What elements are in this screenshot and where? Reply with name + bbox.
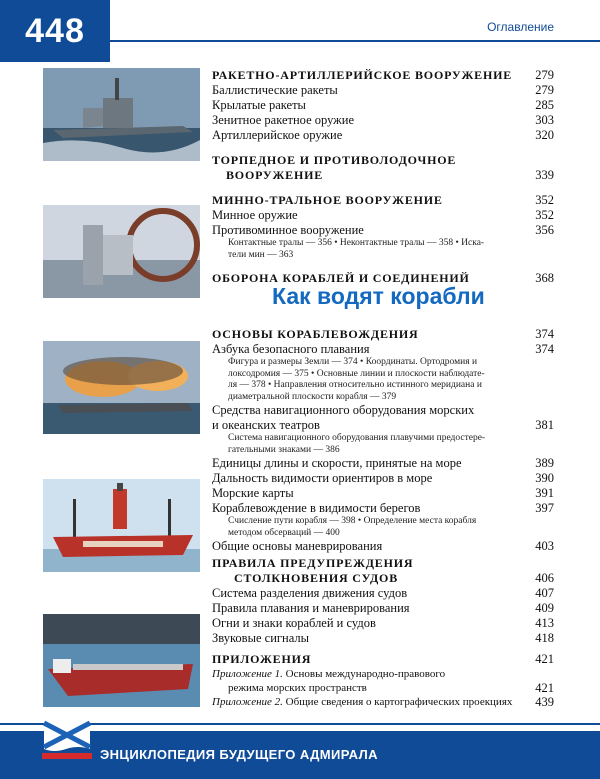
page-footer	[0, 709, 600, 779]
toc-entry-appendix-1[interactable]	[212, 667, 554, 695]
toc-page: 368	[535, 271, 554, 285]
toc-entry-sound-signals[interactable]	[212, 631, 554, 646]
toc-entry-label: Звуковые сигналы	[212, 631, 309, 645]
toc-entry-label: Кораблевождение в видимости берегов	[212, 501, 421, 515]
toc-sub-line: Контактные тралы — 356 • Неконтактные тралы — 358 • Иска-	[228, 238, 485, 248]
tanker-photo	[43, 614, 200, 707]
toc-page: 403	[535, 539, 554, 553]
appendix-text: Общие сведения о картографических проекциях	[285, 696, 513, 708]
toc-page: 407	[535, 586, 554, 600]
toc-entry-maneuvering[interactable]	[212, 539, 554, 554]
toc-subentries	[212, 433, 554, 456]
toc-entry-label: Зенитное ракетное оружие	[212, 113, 355, 127]
toc-appendix-block	[212, 652, 554, 709]
toc-page: 285	[535, 98, 554, 112]
toc-page: 421	[535, 652, 554, 666]
toc-entry-label: Общие основы маневрирования	[212, 539, 383, 553]
toc-collision-block	[212, 556, 554, 646]
toc-entry-cruise[interactable]	[212, 98, 554, 113]
toc-entry-title-line1: ТОРПЕДНОЕ И ПРОТИВОЛОДОЧНОЕ	[212, 153, 457, 167]
page-number: 448	[0, 0, 110, 62]
toc-page: 439	[535, 695, 554, 709]
toc-page: 279	[535, 83, 554, 97]
toc-entry-label: Система разделения движения судов	[212, 586, 408, 600]
appendix-text: Основы международно-правового	[285, 668, 446, 680]
toc-entry-title: ПРИЛОЖЕНИЯ	[212, 652, 312, 666]
toc-entry-appendix[interactable]	[212, 652, 554, 667]
toc-entry-lights-signs[interactable]	[212, 616, 554, 631]
header-rule	[110, 40, 600, 42]
toc-sub-line: Счисление пути корабля — 398 • Определение места корабля	[228, 516, 477, 526]
toc-entry-traffic-separation[interactable]	[212, 586, 554, 601]
toc-page: 352	[535, 193, 554, 207]
lightship-photo	[43, 479, 200, 572]
appendix-prefix: Приложение 2.	[212, 696, 283, 708]
toc-entry-label-line1: Средства навигационного оборудования морских	[212, 403, 475, 417]
toc-page: 320	[535, 128, 554, 142]
toc-page: 356	[535, 223, 554, 237]
toc-page: 391	[535, 486, 554, 500]
toc-entry-mine-sweep[interactable]	[212, 193, 554, 208]
toc-weapons-block	[212, 68, 554, 286]
toc-entry-charts[interactable]	[212, 486, 554, 501]
toc-entry-label: Минное оружие	[212, 208, 298, 222]
toc-entry-visibility[interactable]	[212, 471, 554, 486]
toc-subentries	[212, 238, 554, 261]
toc-sub-line: методом обсерваций — 400	[228, 527, 340, 538]
toc-sub-line: Система навигационного оборудования плавучими предостере-	[228, 433, 486, 443]
toc-page: 409	[535, 601, 554, 615]
page-header	[0, 0, 600, 62]
toc-entry-coastal[interactable]	[212, 501, 554, 516]
toc-entry-title: ОБОРОНА КОРАБЛЕЙ И СОЕДИНЕНИЙ	[212, 271, 470, 285]
part-title: Как водят корабли	[272, 283, 485, 309]
mine-sweep-photo	[43, 205, 200, 298]
toc-entry-torpedo[interactable]	[212, 153, 554, 183]
toc-page: 418	[535, 631, 554, 645]
toc-entry-label: Баллистические ракеты	[212, 83, 338, 97]
appendix-prefix: Приложение 1.	[212, 668, 283, 680]
toc-page: 374	[535, 342, 554, 356]
toc-entry-ballistic[interactable]	[212, 83, 554, 98]
section-tag: Оглавление	[487, 20, 554, 34]
appendix-text-line2: режима морских пространств	[228, 682, 367, 694]
toc-entry-missile-artillery[interactable]	[212, 68, 554, 83]
toc-entry-safe-sailing[interactable]	[212, 342, 554, 357]
toc-entry-label: Азбука безопасного плавания	[212, 342, 370, 356]
toc-entry-collision[interactable]	[212, 556, 554, 586]
toc-entry-label: Дальность видимости ориентиров в море	[212, 471, 433, 485]
warship-photo	[43, 68, 200, 161]
toc-entry-appendix-2[interactable]	[212, 695, 554, 709]
toc-entry-units[interactable]	[212, 456, 554, 471]
toc-entry-sailing-rules[interactable]	[212, 601, 554, 616]
toc-page: 374	[535, 327, 554, 341]
toc-entry-label: Правила плавания и маневрирования	[212, 601, 410, 615]
toc-page: 413	[535, 616, 554, 630]
toc-entry-label: Артиллерийское оружие	[212, 128, 343, 142]
toc-entry-title: МИННО-ТРАЛЬНОЕ ВООРУЖЕНИЕ	[212, 193, 443, 207]
toc-subentries	[212, 357, 554, 403]
toc-page: 421	[535, 681, 554, 695]
toc-sub-line: гательными знаками — 386	[228, 444, 340, 455]
toc-entry-mines[interactable]	[212, 208, 554, 223]
toc-page: 339	[535, 168, 554, 182]
toc-sub-line: локсодромия — 375 • Основные линии и плоскости наблюдате-	[228, 368, 485, 379]
toc-page: 279	[535, 68, 554, 82]
toc-entry-artillery[interactable]	[212, 128, 554, 143]
toc-page: 390	[535, 471, 554, 485]
toc-entry-title: РАКЕТНО-АРТИЛЛЕРИЙСКОЕ ВООРУЖЕНИЕ	[212, 68, 513, 82]
toc-entry-title-line1: ПРАВИЛА ПРЕДУПРЕЖДЕНИЯ	[212, 556, 414, 570]
toc-page: 389	[535, 456, 554, 470]
naval-flag-icon	[42, 715, 92, 759]
toc-entry-label: Огни и знаки кораблей и судов	[212, 616, 376, 630]
toc-page: 406	[535, 571, 554, 585]
toc-entry-label: Противоминное вооружение	[212, 223, 364, 237]
toc-sub-line: диаметральной плоскости корабля — 379	[228, 391, 397, 402]
toc-page: 381	[535, 418, 554, 432]
toc-entry-antiaircraft[interactable]	[212, 113, 554, 128]
toc-entry-label: Единицы длины и скорости, принятые на море	[212, 456, 462, 470]
footer-title: ЭНЦИКЛОПЕДИЯ БУДУЩЕГО АДМИРАЛА	[100, 747, 378, 762]
toc-entry-title: ОСНОВЫ КОРАБЛЕВОЖДЕНИЯ	[212, 327, 419, 341]
toc-entry-title-line2: ВООРУЖЕНИЕ	[226, 168, 324, 182]
toc-entry-navigation[interactable]	[212, 327, 554, 342]
toc-navigation-block	[212, 327, 554, 554]
toc-page: 303	[535, 113, 554, 127]
toc-subentries	[212, 516, 554, 539]
toc-sub-line: тели мин — 363	[228, 249, 294, 260]
toc-page: 352	[535, 208, 554, 222]
toc-page: 397	[535, 501, 554, 515]
toc-entry-countermine[interactable]	[212, 223, 554, 238]
toc-entry-title-line2: СТОЛКНОВЕНИЯ СУДОВ	[234, 571, 398, 585]
toc-entry-label: Морские карты	[212, 486, 294, 500]
toc-sub-line: ля — 378 • Направления относительно истинного меридиана и	[228, 380, 482, 390]
toc-entry-label: Крылатые ракеты	[212, 98, 306, 112]
battleship-firing-photo	[43, 341, 200, 434]
toc-entry-label-line2: и океанских театров	[212, 418, 320, 432]
toc-entry-nav-equipment[interactable]	[212, 403, 554, 433]
toc-sub-line: Фигура и размеры Земли — 374 • Координаты. Ортодромия и	[228, 357, 478, 367]
